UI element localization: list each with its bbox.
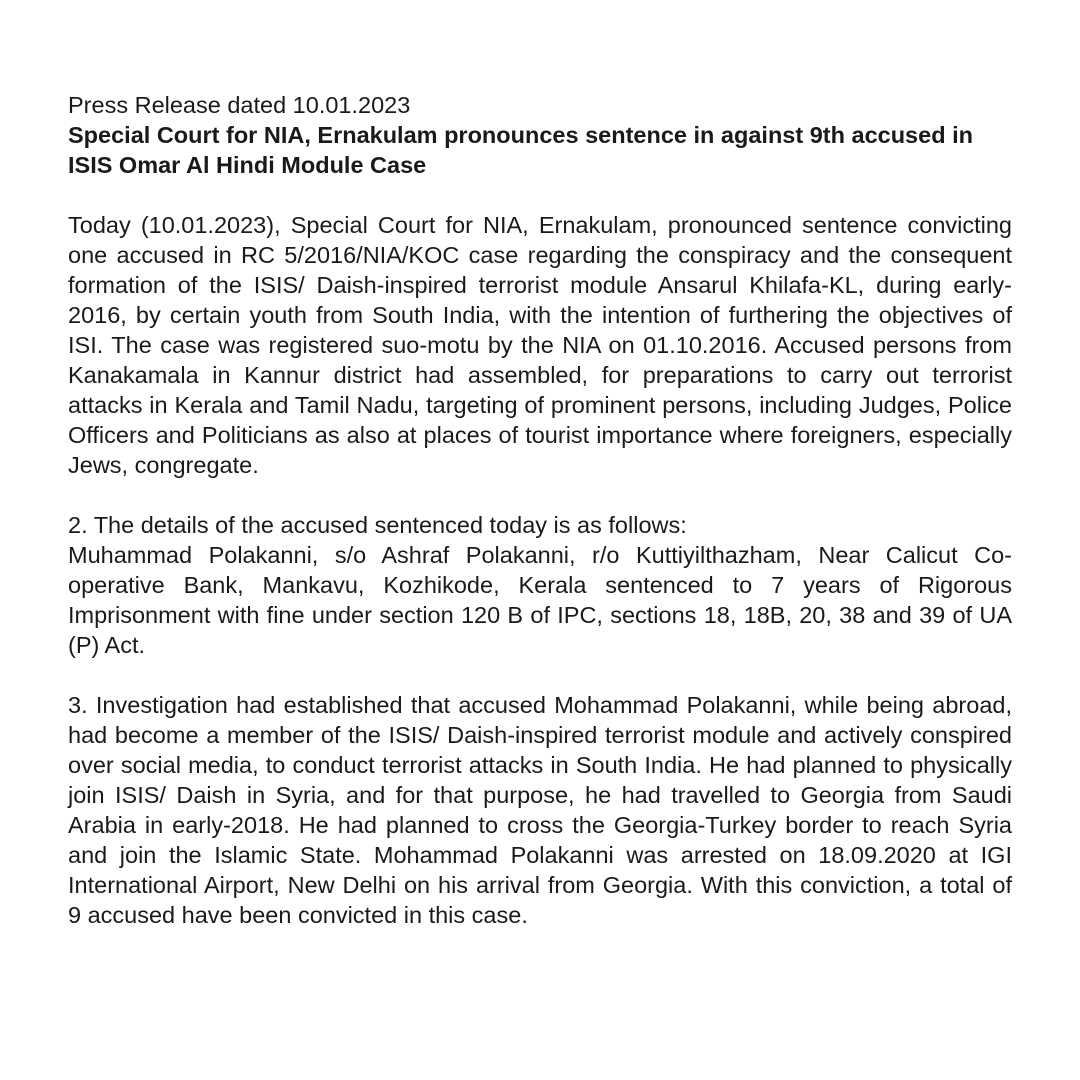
- paragraph-3: 3. Investigation had established that accused Mohammad Polakanni, while being abroad, had become a member of the ISIS/ Daish-inspired terrorist module and actively conspired over social media, to conduct terrorist attacks in South India. He had planned to physically join ISIS/ Daish in Syria, and for that purpose, he had travelled to Georgia from Saudi Arabia in early-2018. He had planned to cross the Georgia-Turkey border to reach Syria and join the Islamic State. Mohammad Polakanni was arrested on 18.09.2020 at IGI International Airport, New Delhi on his arrival from Georgia. With this conviction, a total of 9 accused have been convicted in this case.: [68, 692, 1012, 928]
- press-release-title: Special Court for NIA, Ernakulam pronounces sentence in against 9th accused in ISIS Omar Al Hindi Module Case: [68, 122, 973, 178]
- paragraph-2-body: Muhammad Polakanni, s/o Ashraf Polakanni, r/o Kuttiyilthazham, Near Calicut Co-operative Bank, Mankavu, Kozhikode, Kerala sentenced to 7 years of Rigorous Imprisonment with fine under section 120 B of IPC, sections 18, 18B, 20, 38 and 39 of UA (P) Act.: [68, 542, 1012, 658]
- press-release-document: [68, 90, 1012, 930]
- press-release-dateline: Press Release dated 10.01.2023: [68, 92, 411, 118]
- paragraph-2-lead: 2. The details of the accused sentenced today is as follows:: [68, 512, 687, 538]
- paragraph-1: Today (10.01.2023), Special Court for NIA, Ernakulam, pronounced sentence convicting one accused in RC 5/2016/NIA/KOC case regarding the conspiracy and the consequent formation of the ISIS/ Daish-inspired terrorist module Ansarul Khilafa-KL, during early-2016, by certain youth from South India, with the intention of furthering the objectives of ISI. The case was registered suo-motu by the NIA on 01.10.2016. Accused persons from Kanakamala in Kannur district had assembled, for preparations to carry out terrorist attacks in Kerala and Tamil Nadu, targeting of prominent persons, including Judges, Police Officers and Politicians as also at places of tourist importance where foreigners, especially Jews, congregate.: [68, 212, 1012, 478]
